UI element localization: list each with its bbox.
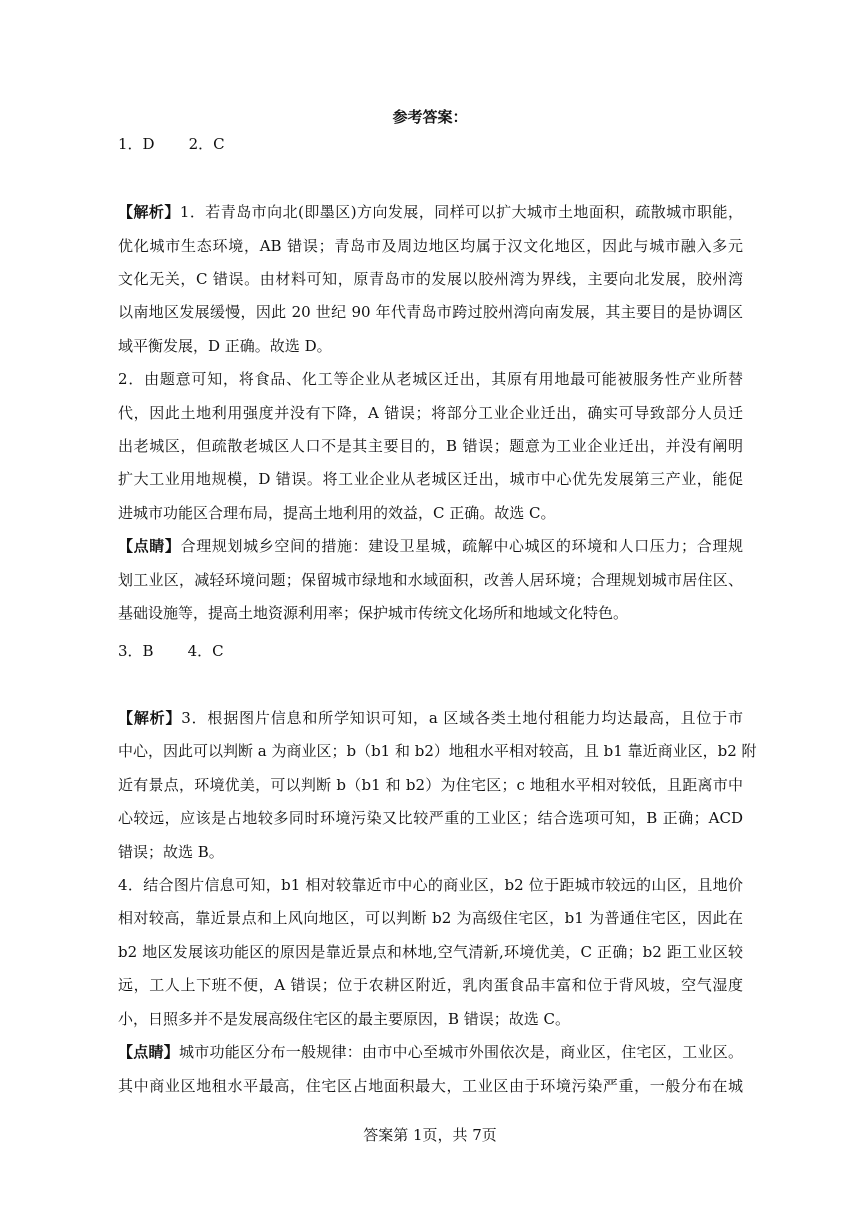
tip-line: 基础设施等，提高土地资源利用率；保护城市传统文化场所和地域文化特色。 bbox=[118, 604, 629, 622]
analysis-line: 4．结合图片信息可知，b1 相对较靠近市中心的商业区，b2 位于距城市较远的山区，且地价 bbox=[118, 876, 743, 894]
tip-line: 【点睛】城市功能区分布一般规律：由市中心至城市外围依次是，商业区，住宅区，工业区。 bbox=[118, 1043, 743, 1061]
analysis-line: 中心，因此可以判断 a 为商业区；b（b1 和 b2）地租水平相对较高，且 b1 靠近商业区，b2 附 bbox=[118, 742, 757, 760]
analysis-line: 域平衡发展，D 正确。故选 D。 bbox=[118, 337, 332, 355]
tip-tag: 【点睛】 bbox=[118, 1043, 179, 1061]
analysis-line: 2．由题意可知，将食品、化工等企业从老城区迁出，其原有用地最可能被服务性产业所替 bbox=[118, 370, 743, 388]
analysis-line: 优化城市生态环境，AB 错误；青岛市及周边地区均属于汉文化地区，因此与城市融入多元 bbox=[118, 237, 743, 255]
analysis-line: 【解析】1．若青岛市向北(即墨区)方向发展，同样可以扩大城市土地面积，疏散城市职能， bbox=[118, 203, 743, 221]
analysis-line: 错误；故选 B。 bbox=[118, 843, 224, 861]
analysis-tag: 【解析】 bbox=[118, 203, 180, 221]
analysis-line: 小，日照多并不是发展高级住宅区的最主要原因，B 错误；故选 C。 bbox=[118, 1010, 571, 1028]
analysis-line: 远，工人上下班不便，A 错误；位于农耕区附近，乳肉蛋食品丰富和位于背风坡，空气湿度 bbox=[118, 976, 743, 994]
tip-tag: 【点睛】 bbox=[118, 537, 181, 555]
answer-q1: 1．D bbox=[118, 135, 155, 153]
answer-q4: 4．C bbox=[187, 642, 224, 660]
tip-line: 划工业区，减轻环境问题；保留城市绿地和水域面积，改善人居环境；合理规划城市居住区、 bbox=[118, 571, 743, 589]
analysis-line: 以南地区发展缓慢，因此 20 世纪 90 年代青岛市跨过胶州湾向南发展，其主要目的是协调区 bbox=[118, 303, 743, 321]
analysis-tag: 【解析】 bbox=[118, 709, 182, 727]
answer-line-3-4 bbox=[118, 641, 743, 661]
analysis-line: 心较远，应该是占地较多同时环境污染又比较严重的工业区；结合选项可知，B 正确；ACD bbox=[118, 809, 743, 827]
analysis-line: 代，因此土地利用强度并没有下降，A 错误；将部分工业企业迁出，确实可导致部分人员迁 bbox=[118, 404, 743, 422]
analysis-line: 文化无关，C 错误。由材料可知，原青岛市的发展以胶州湾为界线，主要向北发展，胶州湾 bbox=[118, 270, 743, 288]
analysis-line: 【解析】3．根据图片信息和所学知识可知，a 区域各类土地付租能力均达最高，且位于市 bbox=[118, 709, 743, 727]
analysis-line: 相对较高，靠近景点和上风向地区，可以判断 b2 为高级住宅区，b1 为普通住宅区，因此在 bbox=[118, 909, 743, 927]
tip-line: 其中商业区地租水平最高，住宅区占地面积最大，工业区由于环境污染严重，一般分布在城 bbox=[118, 1077, 743, 1095]
analysis-line: 扩大工业用地规模，D 错误。将工业企业从老城区迁出，城市中心优先发展第三产业，能促 bbox=[118, 470, 743, 488]
page-footer: 答案第 1页，共 7页 bbox=[363, 1126, 497, 1144]
tip-line: 【点睛】合理规划城乡空间的措施：建设卫星城，疏解中心城区的环境和人口压力；合理规 bbox=[118, 537, 743, 555]
analysis-line: 出老城区，但疏散老城区人口不是其主要目的，B 错误；题意为工业企业迁出，并没有阐明 bbox=[118, 437, 743, 455]
answer-q2: 2．C bbox=[188, 135, 225, 153]
analysis-line: 近有景点，环境优美，可以判断 b（b1 和 b2）为住宅区；c 地租水平相对较低，且距离市中 bbox=[118, 776, 743, 794]
analysis-line: b2 地区发展该功能区的原因是靠近景点和林地,空气清新,环境优美，C 正确；b2 距工业区较 bbox=[118, 943, 743, 961]
analysis-line: 进城市功能区合理布局，提高土地利用的效益，C 正确。故选 C。 bbox=[118, 504, 556, 522]
answer-line-1-2 bbox=[118, 134, 743, 154]
page-title: 参考答案： bbox=[392, 108, 468, 126]
answer-q3: 3．B bbox=[118, 642, 154, 660]
